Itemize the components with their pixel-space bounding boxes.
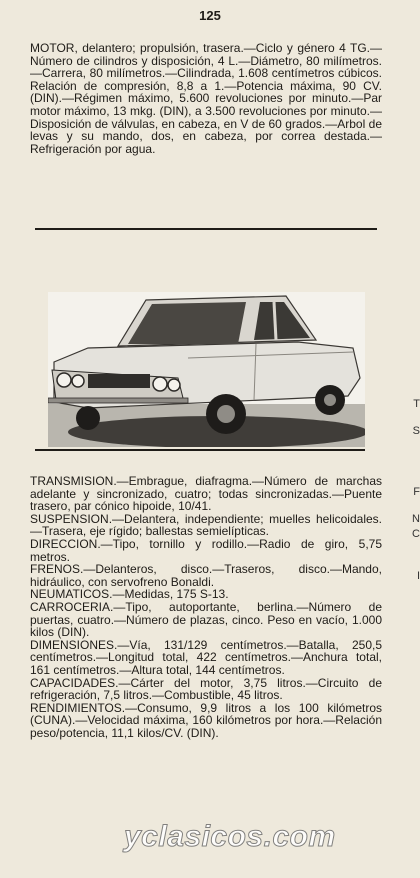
spec-text: .—Tipo, tornillo y rodillo.—Radio de giro, 5,75 metros. [30, 536, 382, 564]
car-photo [48, 292, 365, 447]
motor-text: , delantero; propulsión, trasera.—Ciclo y género 4 TG.—Número de cilindros y disposición, 4 L.—Diámetro, 80 milímetros.—Carrera, 80 milímetros.—Cilindrada, 1.608 centímetros cúbicos. Relación de compresión, 8,8 a 1.—Potencia máxima, 90 CV. (DIN).—Régimen máximo, 5.600 revoluciones por minuto.—Par motor máximo, 13 mkg. (DIN), a 3.500 revoluciones por minuto.—Disposición de válvulas, en cabeza, en V de 60 grados.—Arbol de levas y su mando, dos, en cabeza, por correa destada.—Refrigeración por agua. [30, 41, 382, 156]
spec-text: .—Cárter del motor, 3,75 litros.—Circuito de refrigeración, 7,5 litros.—Combustible, 45 litros. [30, 675, 382, 703]
spec-text: .—Embrague, diafragma.—Número de marchas adelante y sincronizado, cuatro; todas sincronizadas.—Puente trasero, par cónico hipoide, 10/41. [30, 474, 382, 514]
spec-text: .—Delantera, independiente; muelles helicoidales.—Trasera, eje rígido; ballestas semielípticas. [30, 511, 382, 539]
watermark-text: yclasicos.com [124, 820, 336, 853]
edge-letter: C [412, 528, 420, 540]
spec-label: RENDIMIENTOS [30, 700, 122, 715]
spec-text: .—Medidas, 175 S-13. [109, 587, 229, 602]
spec-label: CARROCERIA [30, 599, 111, 614]
spec-carroceria [30, 601, 382, 639]
spec-text: .—Consumo, 9,9 litros a los 100 kilómetros (CUNA).—Velocidad máxima, 160 kilómetros por hora.—Relación peso/potencia, 11,1 kilos/CV. (DIN). [30, 700, 382, 740]
spec-transmision [30, 475, 382, 513]
edge-letter: N [412, 513, 420, 525]
edge-letter: T [413, 398, 420, 410]
edge-letter: S [412, 425, 420, 437]
motor-label: MOTOR [30, 41, 75, 55]
spec-label: FRENOS [30, 562, 81, 577]
divider-top [35, 228, 377, 230]
spec-text: .—Vía, 131/129 centímetros.—Batalla, 250,5 centímetros.—Longitud total, 422 centímetros.—Anchura total, 161 centímetros.—Altura total, 144 centímetros. [30, 637, 382, 677]
spec-label: SUSPENSION [30, 511, 109, 526]
spec-label: DIMENSIONES [30, 637, 115, 652]
car-illustration [48, 292, 365, 447]
spec-rendimientos [30, 702, 382, 740]
spec-frenos [30, 563, 382, 588]
spec-direccion [30, 538, 382, 563]
page-number: 125 [199, 8, 221, 23]
spec-label: CAPACIDADES [30, 675, 116, 690]
spec-capacidades [30, 677, 382, 702]
edge-letter: I [416, 570, 420, 582]
spec-text: .—Delanteros, disco.—Traseros, disco.—Mando, hidráulico, con servofreno Bonaldi. [30, 562, 382, 589]
spec-label: NEUMATICOS [30, 587, 110, 602]
spec-dimensiones [30, 639, 382, 677]
spec-label: DIRECCION [30, 536, 98, 551]
divider-bottom [35, 449, 365, 451]
spec-label: TRANSMISION [30, 474, 114, 488]
motor-paragraph [30, 42, 382, 155]
spec-text: .—Tipo, autoportante, berlina.—Número de puertas, cuatro.—Número de plazas, cinco. Peso en vacío, 1.000 kilos (DIN). [30, 599, 382, 640]
vehicle-specs [30, 475, 382, 739]
motor-specs [30, 42, 382, 155]
spec-suspension [30, 513, 382, 538]
edge-letter: F [413, 486, 420, 498]
